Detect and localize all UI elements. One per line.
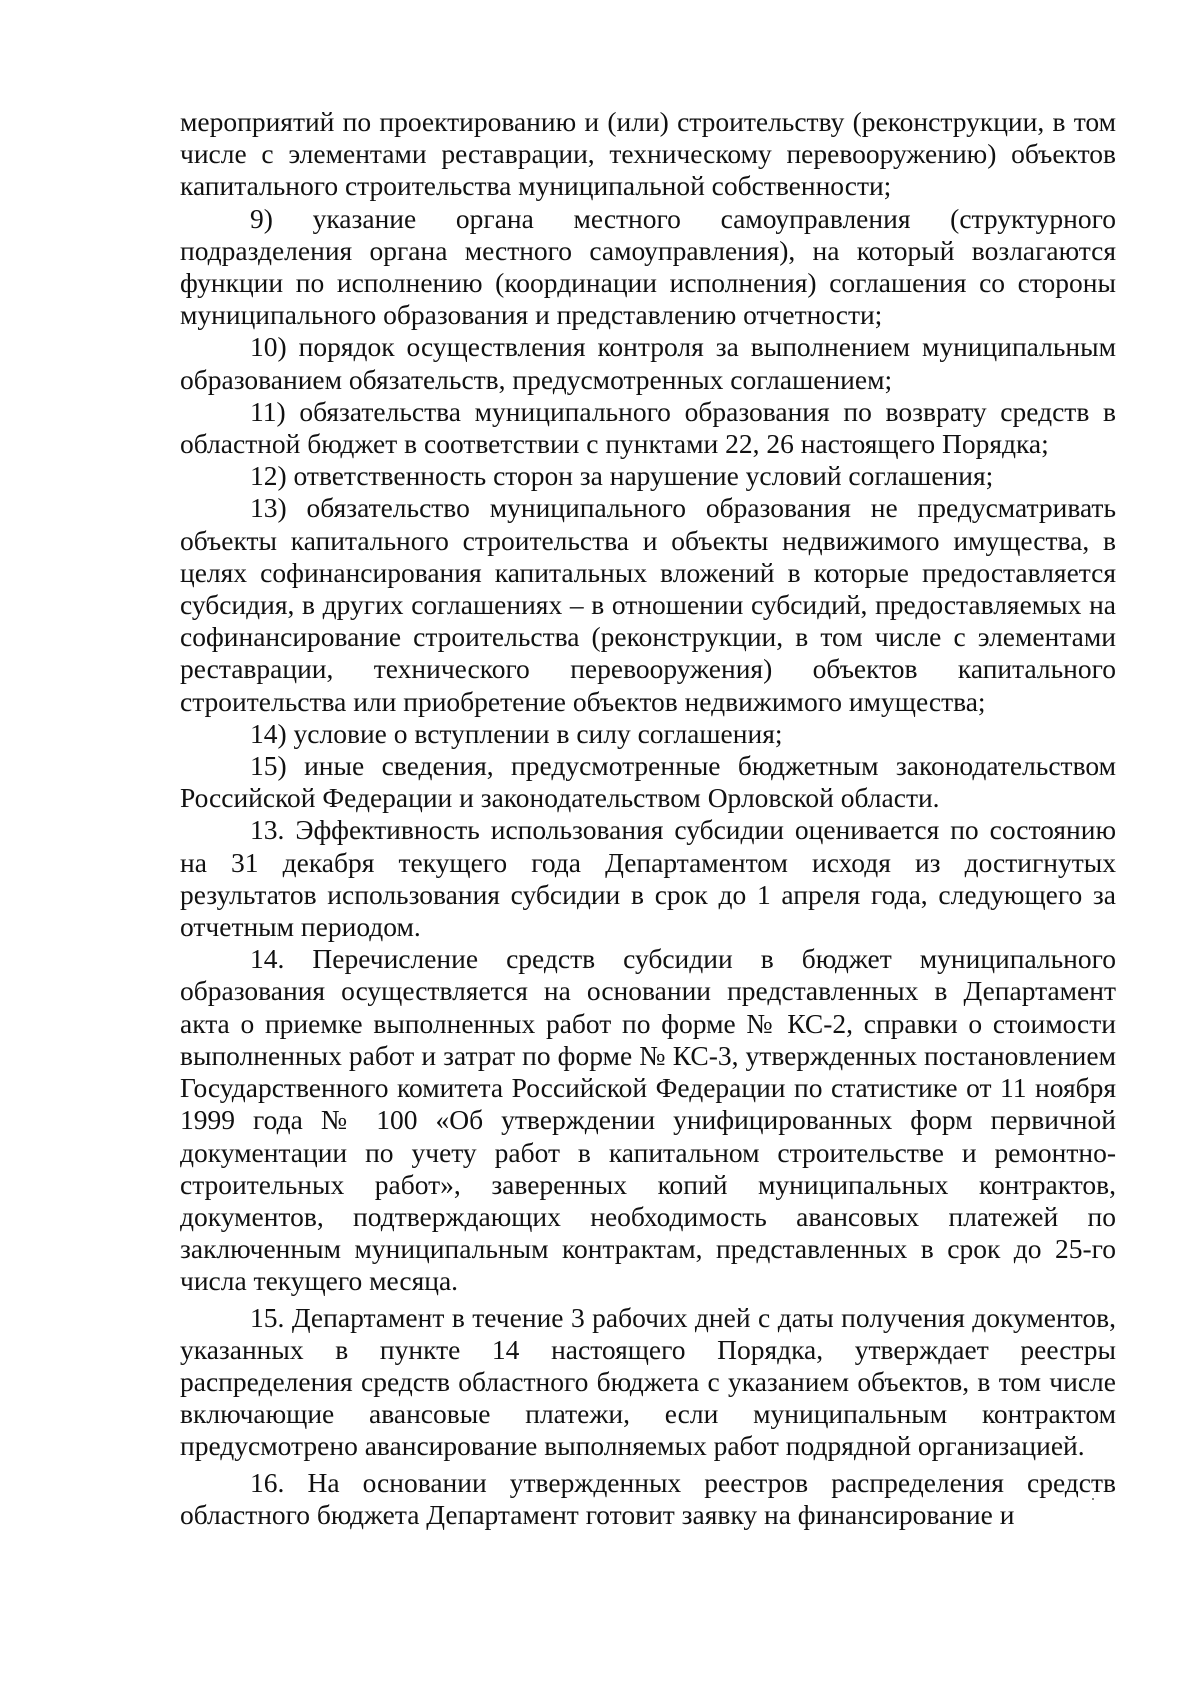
paragraph-item-13: 13) обязательство муниципального образования не предусматривать объекты капитального строительства и объекты недвижимого имущества, в целях софинансирования капитальных вложений в которые предоставляется субсидия, в других соглашениях – в отношении субсидий, предоставляемых на софинансирование строительства (реконструкции, в том числе с элементами реставрации, технического перевооружения) объектов капитального строительства или приобретение объектов недвижимого имущества;: [180, 492, 1116, 717]
paragraph-item-12: 12) ответственность сторон за нарушение условий соглашения;: [250, 460, 994, 492]
paragraph-continuation: мероприятий по проектированию и (или) строительству (реконструкции, в том числе с элементами реставрации, техническому перевооружению) объектов капитального строительства муниципальной собственности;: [180, 106, 1116, 202]
section-16: 16. На основании утвержденных реестров распределения средств областного бюджета Департамент готовит заявку на финансирование и: [180, 1466, 1116, 1530]
paragraph-item-11: 11) обязательства муниципального образования по возврату средств в областной бюджет в соответствии с пунктами 22, 26 настоящего Порядка;: [180, 395, 1116, 460]
document-body: [180, 106, 1116, 1531]
paragraph-item-10: 10) порядок осуществления контроля за выполнением муниципальным образованием обязательств, предусмотренных соглашением;: [180, 331, 1116, 395]
paragraph-item-9: 9) указание органа местного самоуправления (структурного подразделения органа местного самоуправления), на который возлагаются функции по исполнению (координации исполнения) соглашения со стороны муниципального образования и представлению отчетности;: [180, 202, 1116, 331]
section-14: 14. Перечисление средств субсидии в бюджет муниципального образования осуществляется на основании представленных в Департамент акта о приемке выполненных работ по форме № КС-2, справки о стоимости выполненных работ и затрат по форме № КС-3, утвержденных постановлением Государственного комитета Российской Федерации по статистике от 11 ноября 1999 года № 100 «Об утверждении унифицированных форм первичной документации по учету работ в капитальном строительстве и ремонтно-строительных работ», заверенных копий муниципальных контрактов, документов, подтверждающих необходимость авансовых платежей по заключенным муниципальным контрактам, представленных в срок до 25-го числа текущего месяца.: [180, 943, 1116, 1297]
paragraph-item-15: 15) иные сведения, предусмотренные бюджетным законодательством Российской Федерации и законодательством Орловской области.: [180, 750, 1116, 814]
paragraph-item-14: 14) условие о вступлении в силу соглашения;: [250, 717, 783, 749]
section-15: 15. Департамент в течение 3 рабочих дней с даты получения документов, указанных в пункте 14 настоящего Порядка, утверждает реестры распределения средств областного бюджета с указанием объектов, в том числе включающие авансовые платежи, если муниципальным контрактом предусмотрено авансирование выполняемых работ подрядной организацией.: [180, 1301, 1116, 1462]
section-13: 13. Эффективность использования субсидии оценивается по состоянию на 31 декабря текущего года Департаментом исходя из достигнутых результатов использования субсидии в срок до 1 апреля года, следующего за отчетным периодом.: [180, 814, 1116, 943]
scan-speck: [1092, 1498, 1094, 1500]
